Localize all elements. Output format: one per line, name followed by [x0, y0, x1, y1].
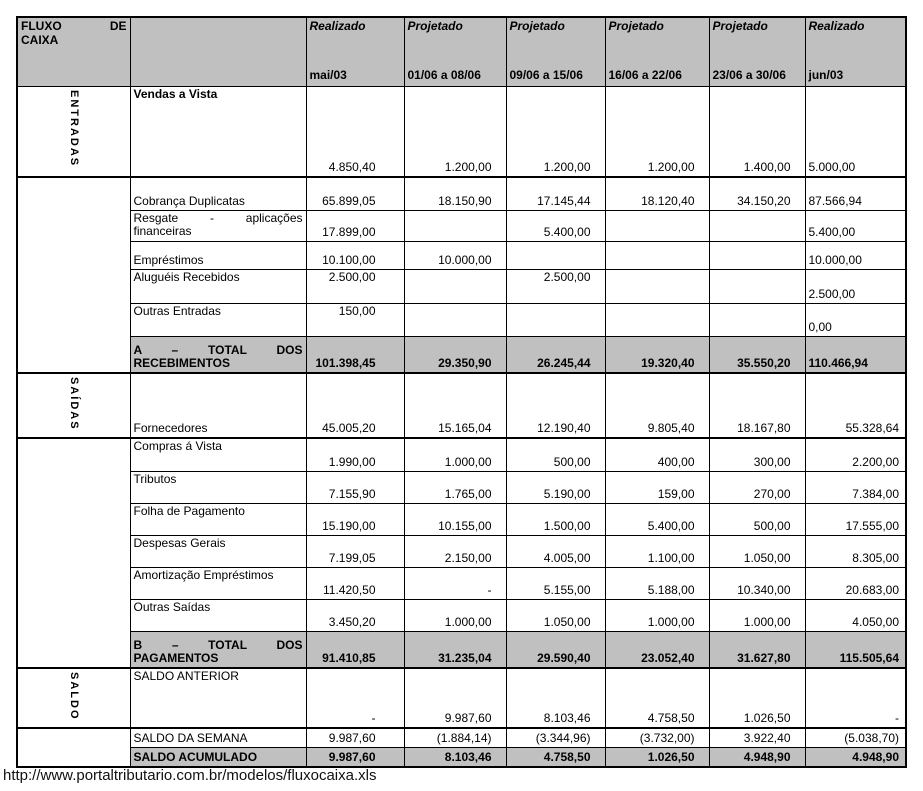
fornecedores-value-1: 15.165,04 [404, 373, 506, 438]
despesas-label: Despesas Gerais [130, 535, 306, 567]
saldo_anterior-value-5: - [805, 668, 906, 728]
alugueis-value-4 [709, 269, 805, 303]
outras_entradas-value-2 [506, 303, 605, 336]
total_b-value-3: 23.052,40 [605, 631, 709, 668]
saldo_semana-label: SALDO DA SEMANA [130, 728, 306, 747]
folha-value-5: 17.555,00 [805, 503, 906, 535]
amortizacao-value-2: 5.155,00 [506, 567, 605, 599]
vendas-value-3: 1.200,00 [605, 86, 709, 177]
row-resgate [17, 210, 906, 241]
row-saldo_acumulado [17, 747, 906, 767]
row-outras_entradas [17, 303, 906, 336]
header-spacer-cell [130, 17, 306, 86]
tributos-value-1: 1.765,00 [404, 471, 506, 503]
alugueis-value-2: 2.500,00 [506, 269, 605, 303]
saldo_semana-value-5: (5.038,70) [805, 728, 906, 747]
saldo_semana-value-4: 3.922,40 [709, 728, 805, 747]
emprestimos-value-4 [709, 241, 805, 269]
column-header-week3 [605, 17, 709, 86]
column-period-label: jun/03 [808, 68, 844, 82]
column-header-mai03 [306, 17, 404, 86]
despesas-value-0: 7.199,05 [306, 535, 404, 567]
outras_saidas-label: Outras Saídas [130, 599, 306, 631]
row-vendas [17, 86, 906, 177]
tributos-label: Tributos [130, 471, 306, 503]
row-despesas [17, 535, 906, 567]
section-spacer-entradas [17, 177, 130, 373]
column-type-label: Projetado [407, 19, 463, 33]
outras_entradas-value-5: 0,00 [805, 303, 906, 336]
row-emprestimos [17, 241, 906, 269]
saldo_anterior-value-4: 1.026,50 [709, 668, 805, 728]
saldo_semana-value-3: (3.732,00) [605, 728, 709, 747]
tributos-value-2: 5.190,00 [506, 471, 605, 503]
row-tributos [17, 471, 906, 503]
folha-label: Folha de Pagamento [130, 503, 306, 535]
saldo_anterior-value-1: 9.987,60 [404, 668, 506, 728]
outras_entradas-value-1 [404, 303, 506, 336]
resgate-value-3 [605, 210, 709, 241]
folha-value-3: 5.400,00 [605, 503, 709, 535]
saldo_anterior-label: SALDO ANTERIOR [130, 668, 306, 728]
table-title-line2: CAIXA [21, 33, 59, 47]
row-alugueis [17, 269, 906, 303]
header-row [17, 17, 906, 86]
despesas-value-5: 8.305,00 [805, 535, 906, 567]
fornecedores-value-2: 12.190,40 [506, 373, 605, 438]
folha-value-2: 1.500,00 [506, 503, 605, 535]
table-body [17, 86, 906, 767]
saldo_acumulado-value-5: 4.948,90 [805, 747, 906, 767]
outras_saidas-value-3: 1.000,00 [605, 599, 709, 631]
total_a-value-5: 110.466,94 [805, 336, 906, 373]
total_b-label: B – TOTAL DOS PAGAMENTOS [130, 631, 306, 668]
column-header-week4 [709, 17, 805, 86]
total_b-value-2: 29.590,40 [506, 631, 605, 668]
amortizacao-value-3: 5.188,00 [605, 567, 709, 599]
outras_entradas-value-3 [605, 303, 709, 336]
saldo_acumulado-value-1: 8.103,46 [404, 747, 506, 767]
tributos-value-3: 159,00 [605, 471, 709, 503]
saldo_anterior-value-0: - [306, 668, 404, 728]
column-period-label: 23/06 a 30/06 [712, 68, 786, 82]
row-cobranca [17, 177, 906, 210]
cobranca-value-3: 18.120,40 [605, 177, 709, 210]
resgate-value-0: 17.899,00 [306, 210, 404, 241]
outras_entradas-value-4 [709, 303, 805, 336]
column-period-label: 01/06 a 08/06 [407, 68, 481, 82]
row-amortizacao [17, 567, 906, 599]
column-type-label: Projetado [608, 19, 664, 33]
folha-value-1: 10.155,00 [404, 503, 506, 535]
tributos-value-4: 270,00 [709, 471, 805, 503]
alugueis-value-0: 2.500,00 [306, 269, 404, 303]
fornecedores-value-0: 45.005,20 [306, 373, 404, 438]
cobranca-value-4: 34.150,20 [709, 177, 805, 210]
cobranca-value-0: 65.899,05 [306, 177, 404, 210]
column-header-jun03 [805, 17, 906, 86]
compras-value-0: 1.990,00 [306, 438, 404, 471]
total_a-value-3: 19.320,40 [605, 336, 709, 373]
column-header-week1 [404, 17, 506, 86]
alugueis-value-3 [605, 269, 709, 303]
compras-value-4: 300,00 [709, 438, 805, 471]
total_a-value-2: 26.245,44 [506, 336, 605, 373]
resgate-value-5: 5.400,00 [805, 210, 906, 241]
amortizacao-label: Amortização Empréstimos [130, 567, 306, 599]
row-total_b [17, 631, 906, 668]
total_b-value-4: 31.627,80 [709, 631, 805, 668]
emprestimos-value-2 [506, 241, 605, 269]
section-label-saldo [17, 668, 130, 728]
row-compras [17, 438, 906, 471]
saldo_acumulado-value-0: 9.987,60 [306, 747, 404, 767]
outras_saidas-value-2: 1.050,00 [506, 599, 605, 631]
outras_saidas-value-4: 1.000,00 [709, 599, 805, 631]
row-saldo_anterior [17, 668, 906, 728]
despesas-value-3: 1.100,00 [605, 535, 709, 567]
saldo_acumulado-value-3: 1.026,50 [605, 747, 709, 767]
folha-value-4: 500,00 [709, 503, 805, 535]
vendas-label: Vendas a Vista [130, 86, 306, 177]
column-period-label: 16/06 a 22/06 [608, 68, 682, 82]
despesas-value-1: 2.150,00 [404, 535, 506, 567]
total_b-value-1: 31.235,04 [404, 631, 506, 668]
outras_entradas-label: Outras Entradas [130, 303, 306, 336]
fornecedores-value-3: 9.805,40 [605, 373, 709, 438]
section-spacer-saldo [17, 728, 130, 767]
cobranca-label: Cobrança Duplicatas [130, 177, 306, 210]
amortizacao-value-4: 10.340,00 [709, 567, 805, 599]
vendas-value-0: 4.850,40 [306, 86, 404, 177]
cobranca-value-2: 17.145,44 [506, 177, 605, 210]
column-period-label: 09/06 a 15/06 [509, 68, 583, 82]
resgate-value-4 [709, 210, 805, 241]
section-spacer-saidas [17, 438, 130, 668]
despesas-value-2: 4.005,00 [506, 535, 605, 567]
saldo_acumulado-value-4: 4.948,90 [709, 747, 805, 767]
total_b-value-5: 115.505,64 [805, 631, 906, 668]
emprestimos-value-3 [605, 241, 709, 269]
emprestimos-label: Empréstimos [130, 241, 306, 269]
total_a-value-0: 101.398,45 [306, 336, 404, 373]
row-fornecedores [17, 373, 906, 438]
outras_saidas-value-5: 4.050,00 [805, 599, 906, 631]
column-type-label: Projetado [712, 19, 768, 33]
compras-label: Compras á Vista [130, 438, 306, 471]
emprestimos-value-0: 10.100,00 [306, 241, 404, 269]
saldo_anterior-value-3: 4.758,50 [605, 668, 709, 728]
amortizacao-value-1: - [404, 567, 506, 599]
row-saldo_semana [17, 728, 906, 747]
compras-value-3: 400,00 [605, 438, 709, 471]
cobranca-value-5: 87.566,94 [805, 177, 906, 210]
compras-value-1: 1.000,00 [404, 438, 506, 471]
cobranca-value-1: 18.150,90 [404, 177, 506, 210]
column-header-week2 [506, 17, 605, 86]
folha-value-0: 15.190,00 [306, 503, 404, 535]
total_a-value-4: 35.550,20 [709, 336, 805, 373]
saldo_semana-value-1: (1.884,14) [404, 728, 506, 747]
row-total_a [17, 336, 906, 373]
column-type-label: Realizado [309, 19, 366, 33]
outras_saidas-value-0: 3.450,20 [306, 599, 404, 631]
vendas-value-5: 5.000,00 [805, 86, 906, 177]
column-type-label: Realizado [808, 19, 865, 33]
total_b-value-0: 91.410,85 [306, 631, 404, 668]
total_a-label: A – TOTAL DOS RECEBIMENTOS [130, 336, 306, 373]
tributos-value-5: 7.384,00 [805, 471, 906, 503]
saldo_anterior-value-2: 8.103,46 [506, 668, 605, 728]
saldo_semana-value-2: (3.344,96) [506, 728, 605, 747]
saldo_acumulado-label: SALDO ACUMULADO [130, 747, 306, 767]
row-folha [17, 503, 906, 535]
section-label-text-saidas: SAÍDAS [67, 377, 80, 431]
resgate-value-1 [404, 210, 506, 241]
saldo_acumulado-value-2: 4.758,50 [506, 747, 605, 767]
vendas-value-4: 1.400,00 [709, 86, 805, 177]
saldo_semana-value-0: 9.987,60 [306, 728, 404, 747]
vendas-value-1: 1.200,00 [404, 86, 506, 177]
alugueis-value-5: 2.500,00 [805, 269, 906, 303]
vendas-value-2: 1.200,00 [506, 86, 605, 177]
column-type-label: Projetado [509, 19, 565, 33]
column-period-label: mai/03 [309, 68, 347, 82]
alugueis-value-1 [404, 269, 506, 303]
alugueis-label: Aluguéis Recebidos [130, 269, 306, 303]
tributos-value-0: 7.155,90 [306, 471, 404, 503]
compras-value-5: 2.200,00 [805, 438, 906, 471]
cash-flow-table [16, 16, 907, 768]
amortizacao-value-0: 11.420,50 [306, 567, 404, 599]
fornecedores-value-5: 55.328,64 [805, 373, 906, 438]
amortizacao-value-5: 20.683,00 [805, 567, 906, 599]
section-label-text-saldo: SALDO [67, 672, 80, 721]
section-label-saidas [17, 373, 130, 438]
compras-value-2: 500,00 [506, 438, 605, 471]
resgate-label: Resgate - aplicações financeiras [130, 210, 306, 241]
total_a-value-1: 29.350,90 [404, 336, 506, 373]
row-outras_saidas [17, 599, 906, 631]
outras_entradas-value-0: 150,00 [306, 303, 404, 336]
emprestimos-value-1: 10.000,00 [404, 241, 506, 269]
emprestimos-value-5: 10.000,00 [805, 241, 906, 269]
despesas-value-4: 1.050,00 [709, 535, 805, 567]
section-label-text-entradas: ENTRADAS [67, 89, 80, 167]
section-label-entradas [17, 86, 130, 177]
outras_saidas-value-1: 1.000,00 [404, 599, 506, 631]
spreadsheet [16, 16, 907, 768]
table-title-cell [17, 17, 130, 86]
table-title-line1: FLUXO DE [21, 19, 127, 33]
fornecedores-label: Fornecedores [130, 373, 306, 438]
fornecedores-value-4: 18.167,80 [709, 373, 805, 438]
resgate-value-2: 5.400,00 [506, 210, 605, 241]
source-url: http://www.portaltributario.com.br/modelos/fluxocaixa.xls [3, 767, 377, 784]
